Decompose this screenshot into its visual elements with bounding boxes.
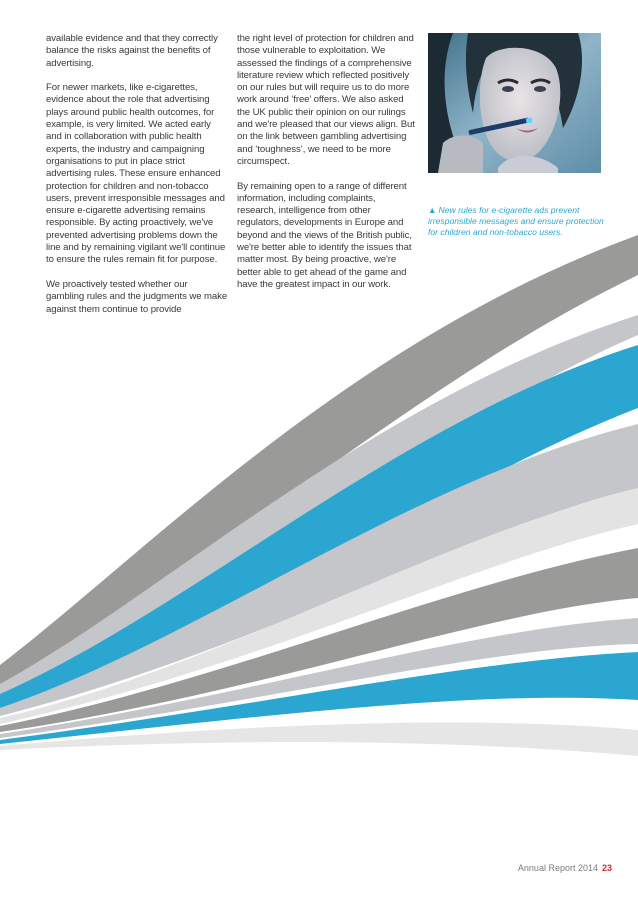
page-number: 23 xyxy=(601,863,612,873)
page-footer xyxy=(518,863,612,873)
paragraph: For newer markets, like e-cigarettes, evidence about the role that advertising plays around public health outcomes, for example, is very limited. We acted early and in collaboration with public health experts, the industry and campaigning organisations to put in place strict advertising rules. These ensure enhanced protection for children and non-tobacco users, prevent irresponsible messages and ensure e-cigarette advertising remains responsible. By acting proactively, we've prevented advertising problems down the line and by remaining vigilant we'll continue to ensure the rules remain fit for purpose. xyxy=(46,82,226,266)
paragraph: By remaining open to a range of different information, including complaints, research, intelligence from other regulators, developments in Europe and beyond and the views of the British public, we're better able to identify the issues that matter most. By being proactive, we're better able to get ahead of the game and have the greatest impact in our work. xyxy=(237,180,412,290)
paragraph: available evidence and that they correctly balance the risks against the benefits of advertising. xyxy=(46,33,218,69)
paragraph: We proactively tested whether our gambling rules and the judgments we make against them continue to provide xyxy=(46,278,228,315)
report-title: Annual Report 2014 xyxy=(517,863,598,873)
triangle-up-icon: ▲ xyxy=(428,205,437,215)
caption-text: New rules for e-cigarette ads prevent irresponsible messages and ensure protection for children and non-tobacco users. xyxy=(428,205,604,238)
paragraph: the right level of protection for children and those vulnerable to exploitation. We assessed the findings of a comprehensive literature review which reflected positively on our rules but will require us to do more work around ‘free’ offers. We also asked the UK public their opinion on our rulings and we're pleased that our views align. But on the link between gambling advertising and ‘toughness’, we need to be more circumspect. xyxy=(237,33,415,167)
